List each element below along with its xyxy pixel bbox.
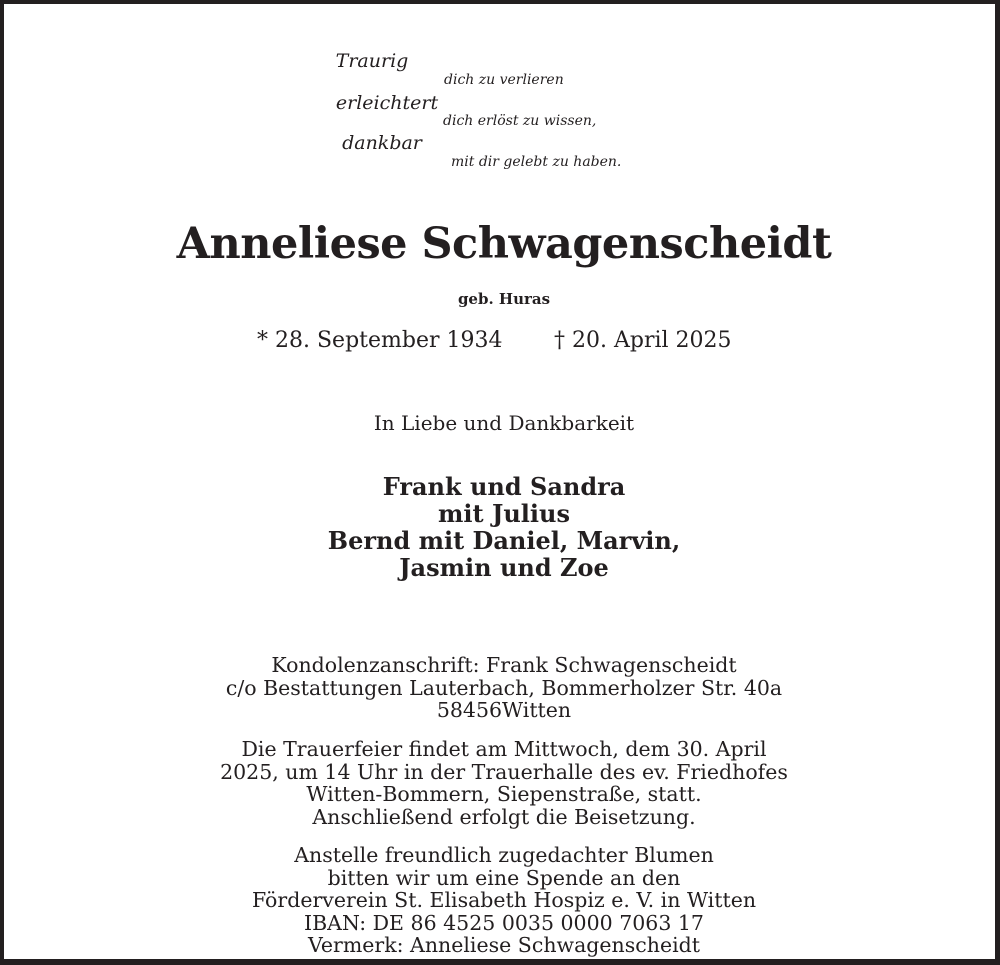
ceremony-line: 2025, um 14 Uhr in der Trauerhalle des ev. Friedhofes <box>220 759 788 784</box>
donation-line: Förderverein St. Elisabeth Hospiz e. V. in Witten <box>251 888 757 912</box>
donation-reference: Vermerk: Anneliese Schwagenscheidt <box>307 933 701 957</box>
donation-line: bitten wir um eine Spende an den <box>327 865 681 890</box>
ceremony-line: Anschließend erfolgt die Beisetzung. <box>312 804 696 829</box>
iban: IBAN: DE 86 4525 0035 0000 7063 17 <box>304 910 704 935</box>
ceremony-line: Witten-Bommern, Siepenstraße, statt. <box>306 782 702 806</box>
condolence-line: Kondolenzanschrift: Frank Schwagenscheidt <box>271 653 737 677</box>
donation-info <box>4 844 1000 957</box>
poem-word-erleichtert: erleichtert <box>335 92 439 114</box>
poem-line-2: dich erlöst zu wissen, <box>443 113 597 129</box>
family-line: Bernd mit Daniel, Marvin, <box>327 526 681 555</box>
ceremony-info <box>4 738 1000 828</box>
poem-word-dankbar: dankbar <box>342 132 422 154</box>
donation-line: Anstelle freundlich zugedachter Blumen <box>294 843 714 867</box>
family-line: Frank und Sandra <box>382 472 626 501</box>
poem-line-1: dich zu verlieren <box>444 72 564 88</box>
ceremony-line: Die Trauerfeier findet am Mittwoch, dem 30. April <box>241 737 767 761</box>
family-list <box>4 473 1000 581</box>
family-line: mit Julius <box>438 499 570 528</box>
poem-word-traurig: Traurig <box>335 50 409 72</box>
condolence-line: c/o Bestattungen Lauterbach, Bommerholzer Str. 40a <box>225 675 783 700</box>
deceased-name: Anneliese Schwagenscheidt <box>176 219 832 269</box>
maiden-name: geb. Huras <box>457 290 551 308</box>
condolence-address <box>4 654 1000 722</box>
family-line: Jasmin und Zoe <box>399 553 609 582</box>
dedication: In Liebe und Dankbarkeit <box>373 411 635 435</box>
birth-date: * 28. September 1934 <box>257 328 503 353</box>
death-date: † 20. April 2025 <box>554 328 732 353</box>
condolence-line: 58456Witten <box>436 698 572 722</box>
poem-line-3: mit dir gelebt zu haben. <box>451 154 622 170</box>
